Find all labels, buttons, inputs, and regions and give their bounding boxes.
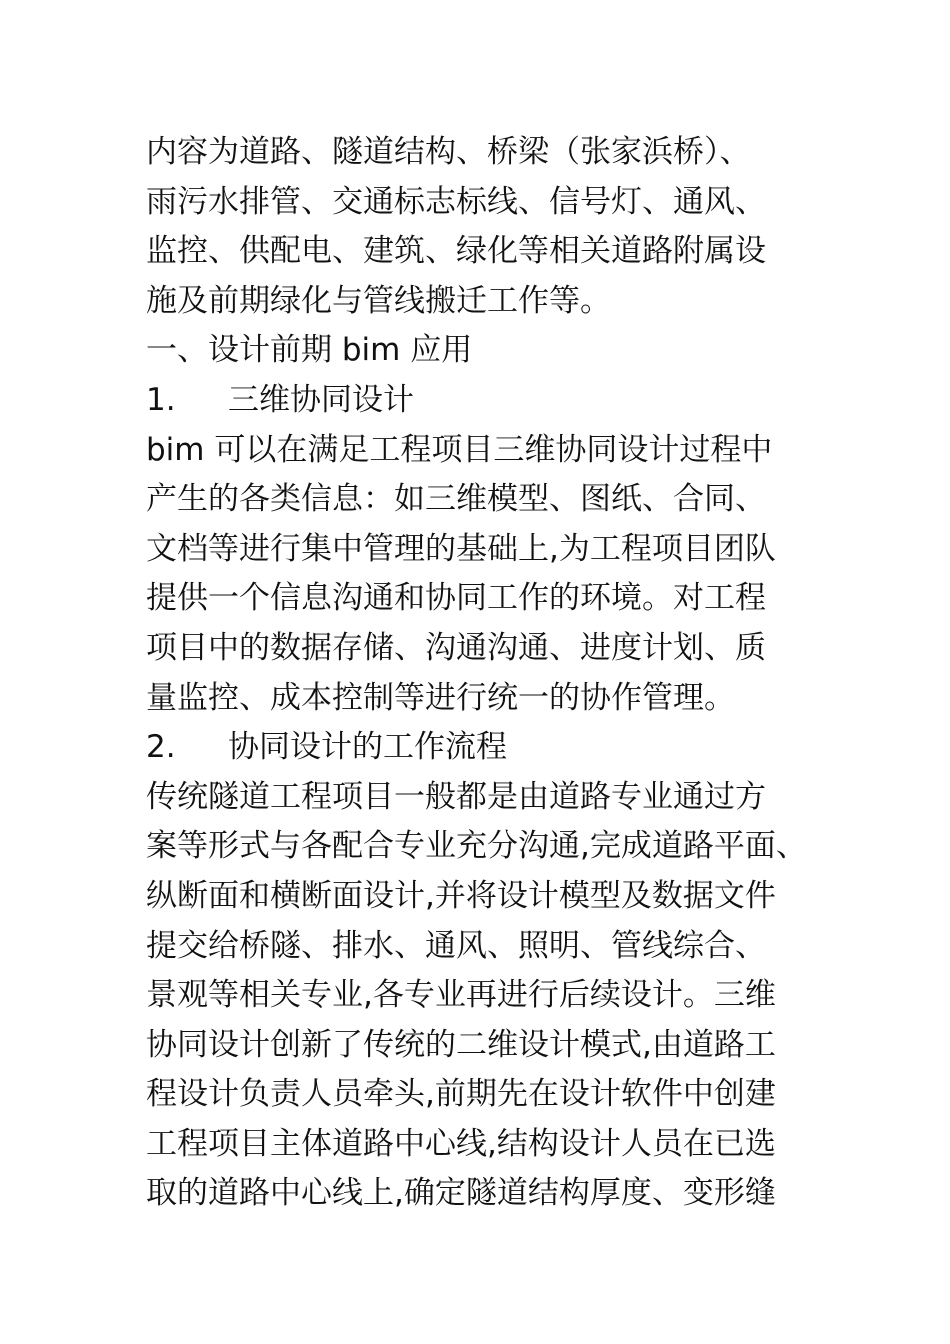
list-item-number: 2. [146,729,176,766]
list-item-title: 三维协同设计 [228,381,414,418]
paragraph-3-line: 传统隧道工程项目一般都是由道路专业通过方 [146,778,766,815]
list-item-1 [146,376,846,426]
list-item-number: 1. [146,381,176,418]
paragraph-1-line: 内容为道路、隧道结构、桥梁（张家浜桥）、 [146,134,751,170]
list-item-title: 协同设计的工作流程 [228,729,507,766]
paragraph-2-line: 产生的各类信息：如三维模型、图纸、合同、 [146,481,766,518]
paragraph-2-line: 文档等进行集中管理的基础上,为工程项目团队 [146,530,776,567]
paragraph-2-line: bim 可以在满足工程项目三维协同设计过程中 [146,431,773,468]
paragraph-3-line: 提交给桥隧、排水、通风、照明、管线综合、 [146,927,766,964]
paragraph-1-line: 雨污水排管、交通标志标线、信号灯、通风、 [146,183,766,220]
paragraph-1-line: 施及前期绿化与管线搬迁工作等。 [146,282,611,319]
paragraph-3-line: 景观等相关专业,各专业再进行后续设计。三维 [146,977,776,1014]
paragraph-3-line: 取的道路中心线上,确定隧道结构厚度、变形缝 [146,1175,776,1212]
section-heading: 一、设计前期 bim 应用 [146,332,473,369]
paragraph-2-line: 量监控、成本控制等进行统一的协作管理。 [146,679,735,716]
paragraph-2-line: 提供一个信息沟通和协同工作的环境。对工程 [146,580,766,617]
document-body [146,128,846,1219]
paragraph-3-line: 协同设计创新了传统的二维设计模式,由道路工 [146,1026,776,1063]
paragraph-2-line: 项目中的数据存储、沟通沟通、进度计划、质 [146,629,766,666]
paragraph-3-line: 工程项目主体道路中心线,结构设计人员在已选 [146,1125,776,1162]
paragraph-3-line: 程设计负责人员牵头,前期先在设计软件中创建 [146,1076,776,1113]
paragraph-3-line: 案等形式与各配合专业充分沟通,完成道路平面、 [146,828,807,865]
paragraph-1-line: 监控、供配电、建筑、绿化等相关道路附属设 [146,233,766,270]
paragraph-3-line: 纵断面和横断面设计,并将设计模型及数据文件 [146,877,776,914]
list-item-2 [146,723,846,773]
